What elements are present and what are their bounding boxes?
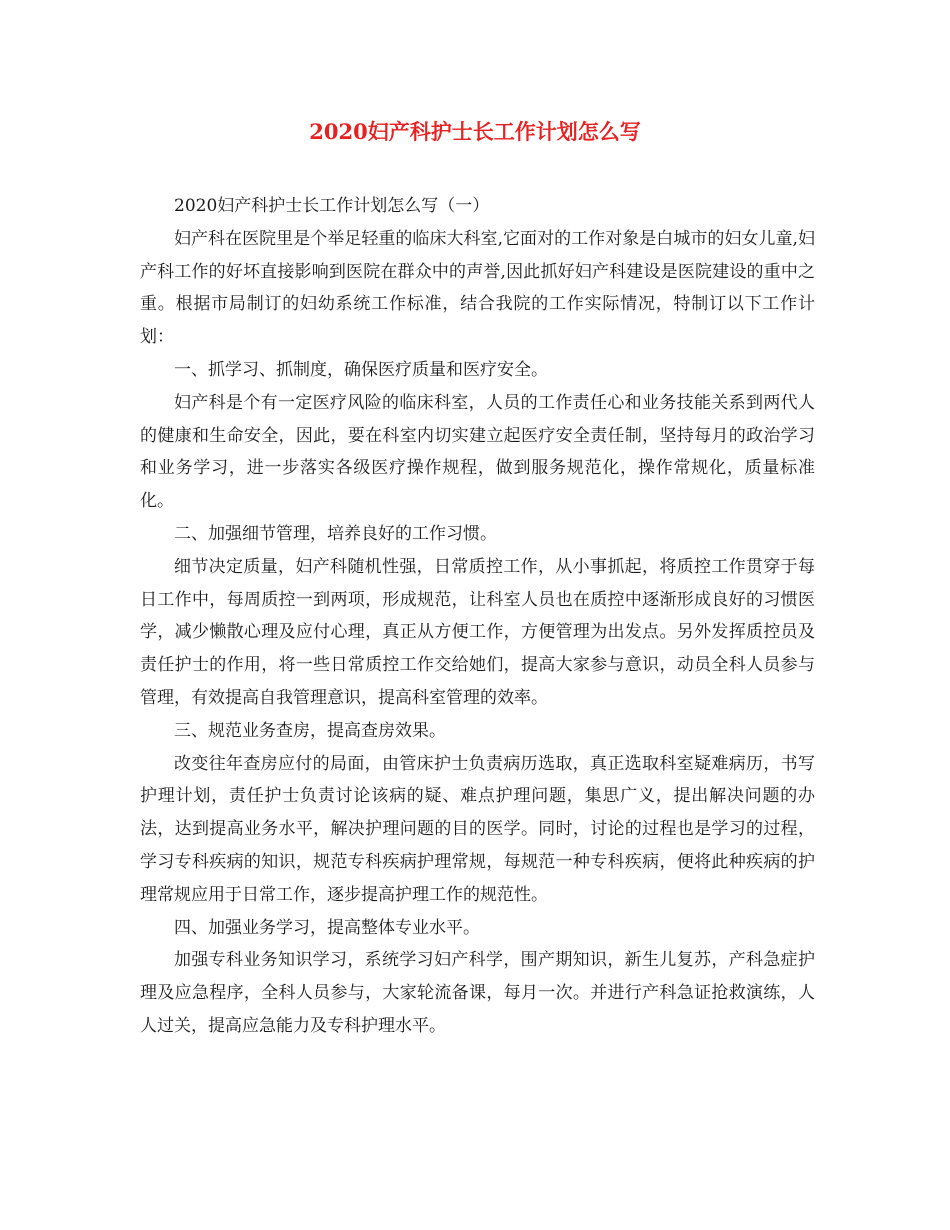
intro-paragraph: 妇产科在医院里是个举足轻重的临床大科室,它面对的工作对象是白城市的妇女儿童,妇产科工作的好坏直接影响到医院在群众中的声誉,因此抓好妇产科建设是医院建设的重中之重。根据市局制订的妇幼系统工作标准，结合我院的工作实际情况，特制订以下工作计划： [140, 228, 815, 348]
document-title: 2020妇产科护士长工作计划怎么写 [309, 119, 641, 144]
section-body-4: 加强专科业务知识学习，系统学习妇产科学，围产期知识，新生儿复苏，产科急症护理及应急程序，全科人员参与，大家轮流备课，每月一次。并进行产科急证抢救演练，人人过关，提高应急能力及专科护理水平。 [140, 950, 815, 1036]
section-body-3: 改变往年查房应付的局面，由管床护士负责病历选取，真正选取科室疑难病历，书写护理计划，责任护士负责讨论该病的疑、难点护理问题，集思广义，提出解决问题的办法，达到提高业务水平，解决护理问题的目的医学。同时，讨论的过程也是学习的过程，学习专科疾病的知识，规范专科疾病护理常规，每规范一种专科疾病，便将此种疾病的护理常规应用于日常工作，逐步提高护理工作的规范性。 [140, 753, 815, 905]
section-heading-4: 四、加强业务学习，提高整体专业水平。 [174, 917, 480, 938]
section-body-1: 妇产科是个有一定医疗风险的临床科室，人员的工作责任心和业务技能关系到两代人的健康和生命安全，因此，要在科室内切实建立起医疗安全责任制，坚持每月的政治学习和业务学习，进一步落实各级医疗操作规程，做到服务规范化，操作常规化，质量标准化。 [140, 392, 815, 512]
document-body [140, 190, 815, 1043]
subtitle-paragraph: 2020妇产科护士长工作计划怎么写（一） [174, 196, 490, 216]
section-heading-3: 三、规范业务查房，提高查房效果。 [174, 720, 446, 741]
section-heading-1: 一、抓学习、抓制度，确保医疗质量和医疗安全。 [174, 359, 548, 380]
section-body-2: 细节决定质量，妇产科随机性强，日常质控工作，从小事抓起，将质控工作贯穿于每日工作中，每周质控一到两项，形成规范，让科室人员也在质控中逐渐形成良好的习惯医学，减少懒散心理及应付心理，真正从方便工作，方便管理为出发点。另外发挥质控员及责任护士的作用，将一些日常质控工作交给她们，提高大家参与意识，动员全科人员参与管理，有效提高自我管理意识，提高科室管理的效率。 [140, 556, 815, 708]
section-heading-2: 二、加强细节管理，培养良好的工作习惯。 [174, 523, 497, 544]
